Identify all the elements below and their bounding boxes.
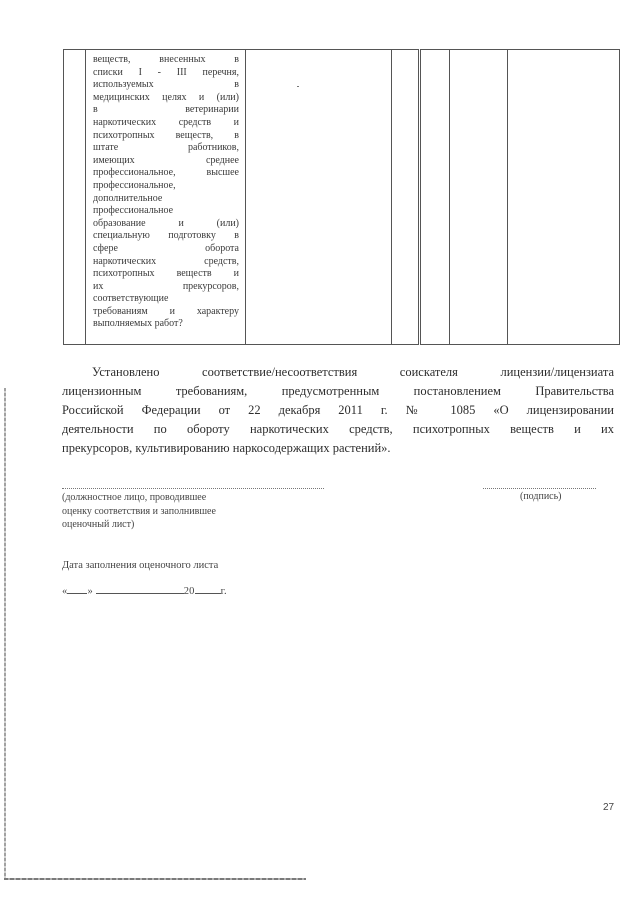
table-cell-number bbox=[64, 50, 86, 345]
conclusion-line: деятельности по обороту наркотических средств, психотропных веществ и их bbox=[62, 422, 614, 436]
question-line: специальную подготовку в bbox=[93, 230, 239, 242]
question-line: наркотических средств и bbox=[93, 116, 239, 128]
question-line: профессиональное, высшее bbox=[93, 167, 239, 179]
question-line: имеющих среднее bbox=[93, 154, 239, 166]
conclusion-line: Российской Федерации от 22 декабря 2011 г. № 1085 «О лицензировании bbox=[62, 403, 614, 417]
date-fill-line bbox=[62, 583, 227, 597]
question-line: наркотических средств, bbox=[93, 255, 239, 267]
official-caption bbox=[62, 491, 292, 532]
year-suffix: г. bbox=[220, 586, 227, 597]
table-cell-question bbox=[86, 50, 246, 345]
year-blank bbox=[195, 583, 221, 594]
scan-edge-left bbox=[4, 388, 6, 880]
date-label: Дата заполнения оценочного листа bbox=[62, 560, 219, 571]
table-cell-empty bbox=[450, 50, 508, 345]
table-row bbox=[64, 50, 620, 345]
question-line: профессиональное, bbox=[93, 179, 176, 191]
month-blank bbox=[96, 583, 184, 594]
scan-speck bbox=[297, 86, 299, 87]
question-line: психотропных веществ, в bbox=[93, 129, 239, 141]
official-caption-line: (должностное лицо, проводившее bbox=[62, 492, 207, 503]
table-cell-empty bbox=[392, 50, 420, 345]
signature-caption: (подпись) bbox=[520, 491, 562, 502]
question-line: требованиям и характеру bbox=[93, 305, 239, 317]
official-name-line bbox=[62, 488, 324, 489]
question-line: выполняемых работ? bbox=[93, 318, 183, 330]
conclusion-line: Установлено соответствие/несоответствия соискателя лицензии/лицензиата bbox=[92, 365, 614, 379]
date-open-quote: « bbox=[62, 586, 68, 597]
scan-edge-bottom bbox=[4, 878, 306, 880]
question-line: психотропных веществ и bbox=[93, 268, 239, 280]
question-line: их прекурсоров, bbox=[93, 280, 239, 292]
question-line: соответствующие bbox=[93, 293, 169, 305]
question-line: веществ, внесенных в bbox=[93, 54, 239, 65]
day-blank bbox=[67, 583, 87, 594]
official-caption-line: оценочный лист) bbox=[62, 519, 135, 530]
conclusion-line: прекурсоров, культивированию наркосодержащих растений». bbox=[62, 441, 391, 455]
question-line: образование и (или) bbox=[93, 217, 239, 229]
signature-line bbox=[483, 488, 596, 489]
question-line: сфере оборота bbox=[93, 242, 239, 254]
question-line: в ветеринарии bbox=[93, 104, 239, 116]
question-line: используемых в bbox=[93, 79, 239, 91]
conclusion-line: лицензионным требованиям, предусмотренным постановлением Правительства bbox=[62, 384, 614, 398]
table-cell-empty bbox=[246, 50, 392, 345]
question-line: списки I - III перечня, bbox=[93, 66, 239, 78]
question-line: медицинских целях и (или) bbox=[93, 91, 239, 103]
page-number: 27 bbox=[603, 802, 615, 813]
year-prefix: 20 bbox=[183, 586, 195, 597]
table-cell-empty bbox=[420, 50, 450, 345]
date-close-quote: » bbox=[87, 586, 93, 597]
table-cell-empty bbox=[508, 50, 620, 345]
assessment-table bbox=[63, 49, 620, 345]
official-caption-line: оценку соответствия и заполнившее bbox=[62, 505, 216, 517]
conclusion-paragraph bbox=[62, 363, 614, 458]
question-line: дополнительное bbox=[93, 192, 163, 204]
question-line: штате работников, bbox=[93, 142, 239, 154]
question-line: профессиональное bbox=[93, 205, 174, 217]
